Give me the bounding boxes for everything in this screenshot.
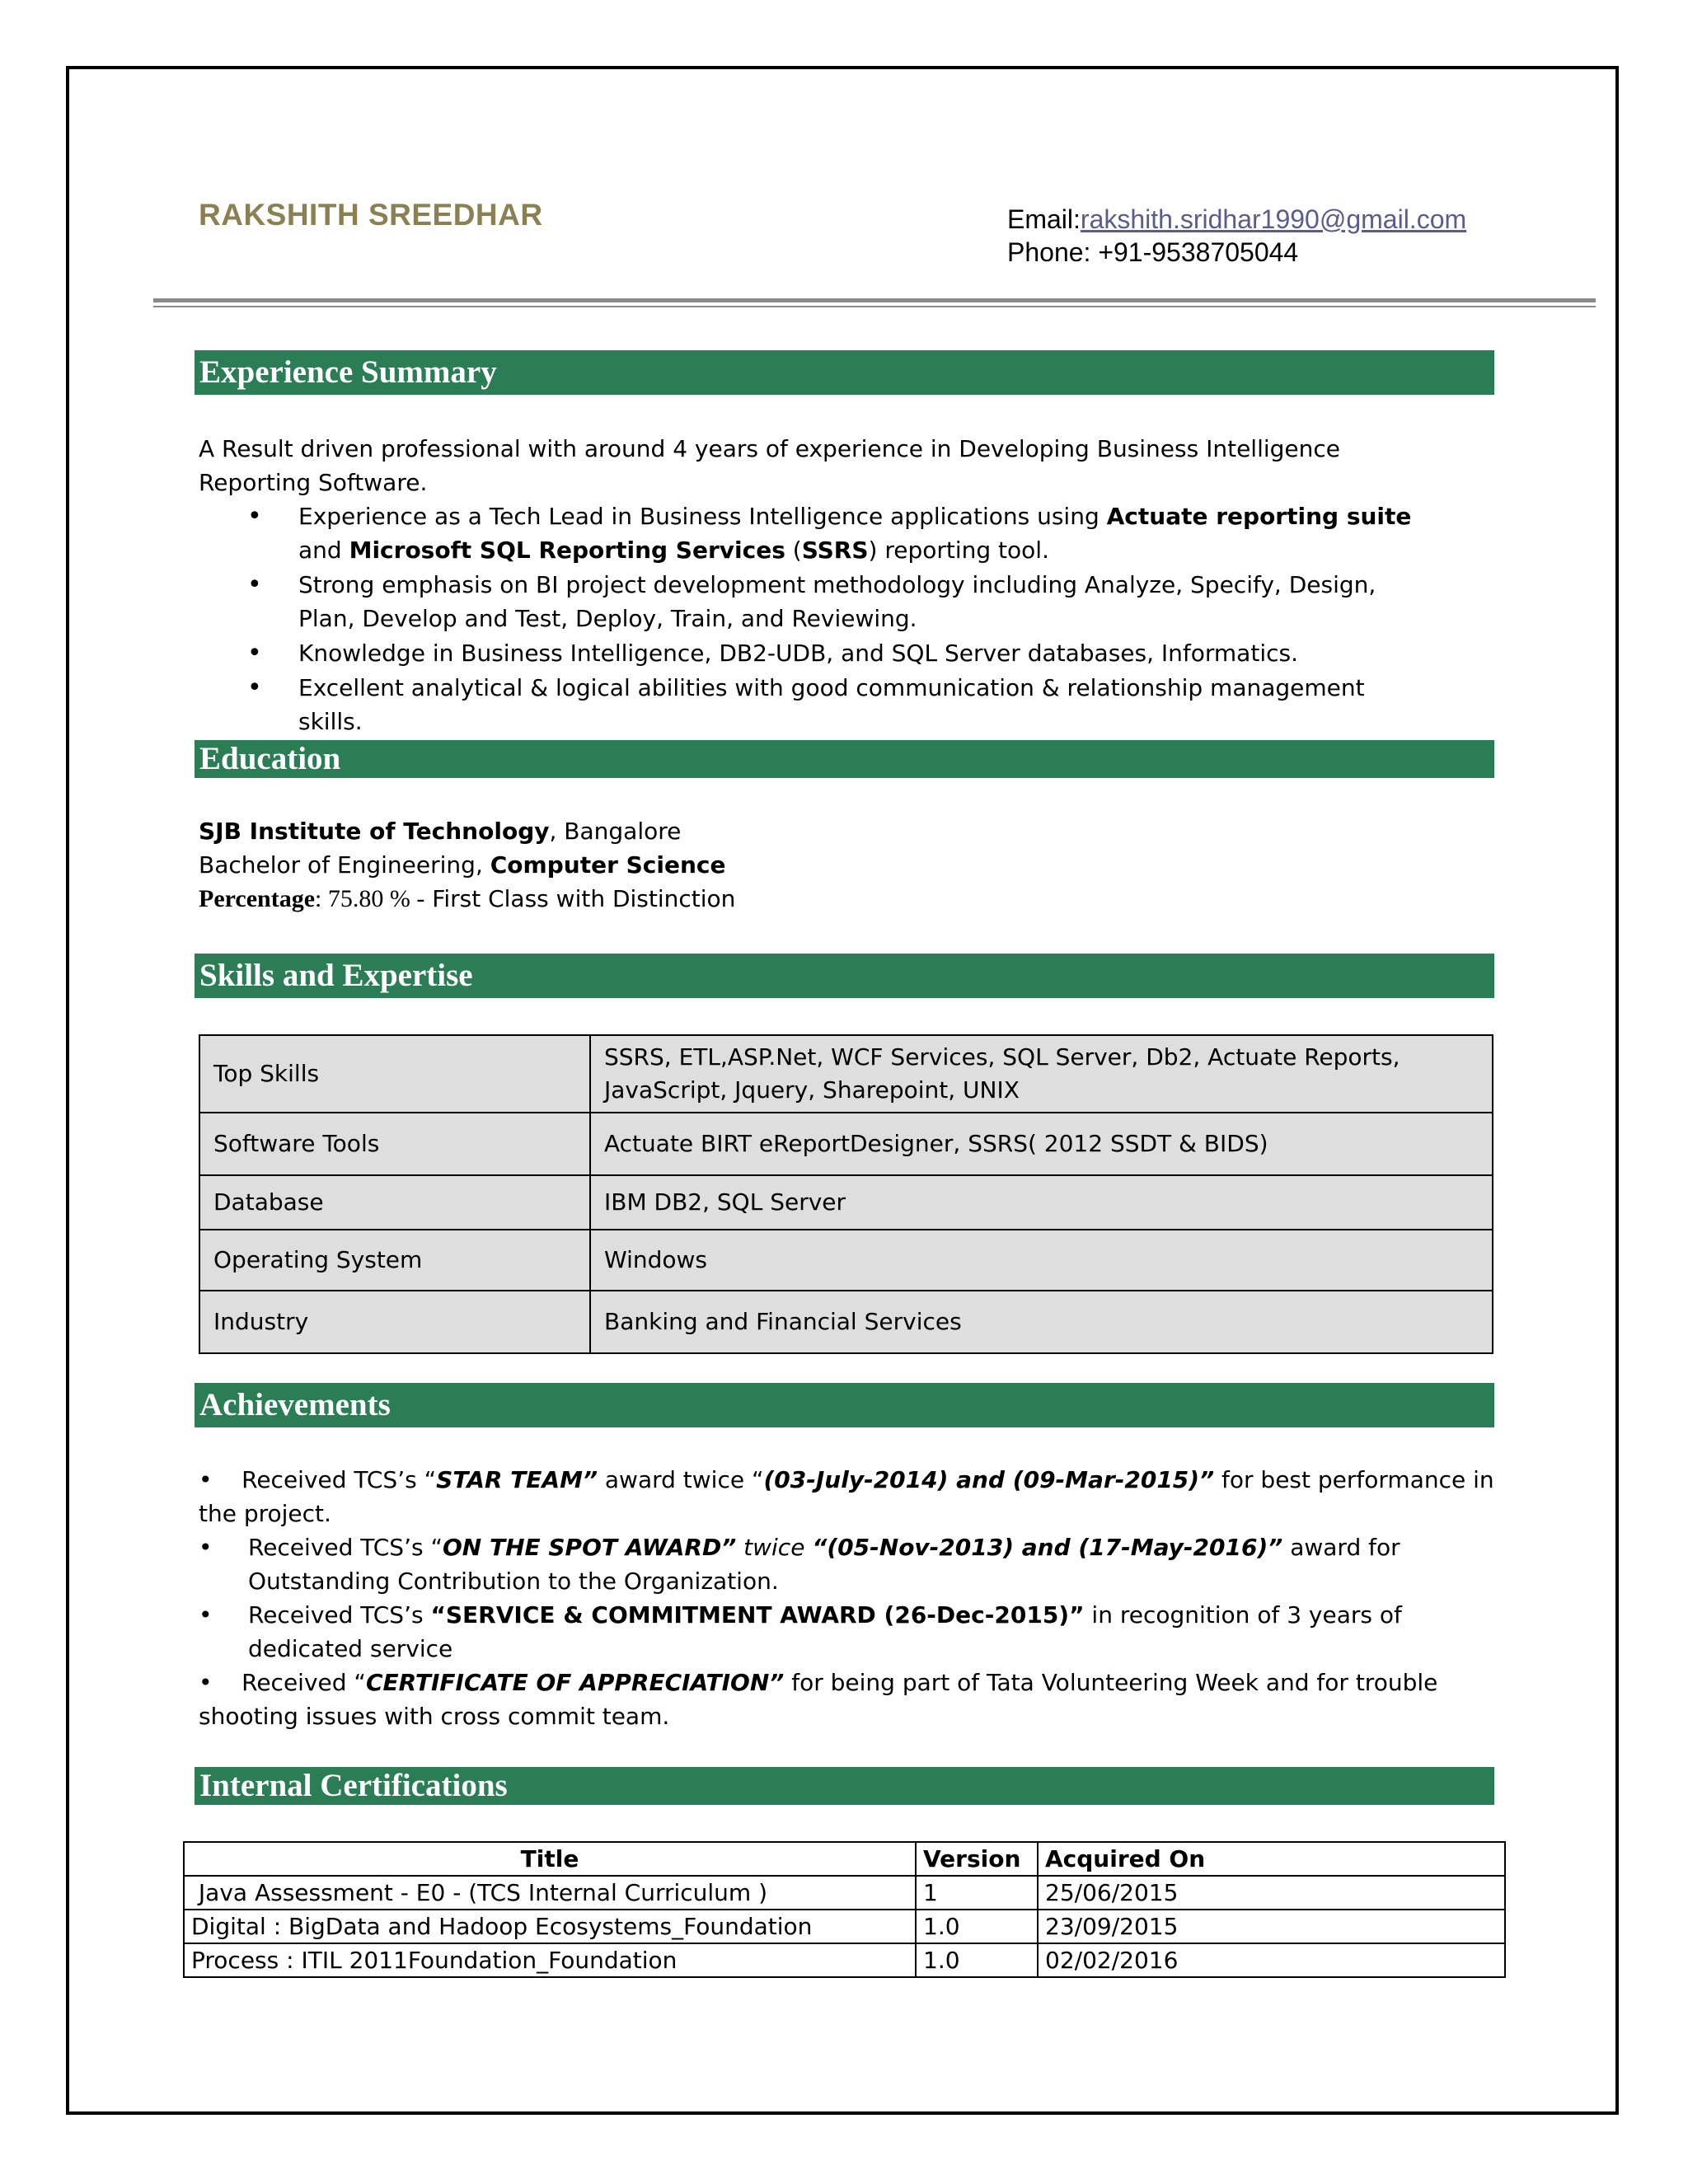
section-certifications: Internal Certifications — [195, 1767, 1494, 1805]
cert-version: 1.0 — [916, 1943, 1038, 1977]
table-row — [184, 1876, 1505, 1910]
certifications-table — [183, 1841, 1506, 1978]
bullet-text: Experience as a Tech Lead in Business Intelligence applications using — [298, 503, 1107, 530]
table-header-row — [184, 1842, 1505, 1876]
section-skills: Skills and Expertise — [195, 954, 1494, 998]
percentage-label: Percentage — [199, 885, 316, 912]
cert-date: 25/06/2015 — [1038, 1876, 1505, 1910]
bullet-bold: Microsoft SQL Reporting Services — [349, 537, 785, 564]
list-item — [199, 1463, 1501, 1530]
skill-value: Actuate BIRT eReportDesigner, SSRS( 2012 SSDT & BIDS) — [590, 1113, 1493, 1175]
bullet-icon: • — [199, 1466, 242, 1493]
bullet-text: and — [298, 537, 349, 564]
cert-title: Digital : BigData and Hadoop Ecosystems_Foundation — [184, 1910, 916, 1943]
skill-value: IBM DB2, SQL Server — [590, 1175, 1493, 1230]
cert-version: 1.0 — [916, 1910, 1038, 1943]
list-item — [247, 499, 1434, 567]
bullet-icon: • — [199, 1669, 242, 1696]
achievement-text: in recognition of 3 years of dedicated service — [248, 1601, 1402, 1662]
skill-value: Banking and Financial Services — [590, 1291, 1493, 1353]
table-row — [199, 1175, 1493, 1230]
achievement-dates: (03-July-2014) and (09-Mar-2015)” — [763, 1466, 1215, 1493]
skill-value: SSRS, ETL,ASP.Net, WCF Services, SQL Server, Db2, Actuate Reports, JavaScript, Jquery, Sharepoint, UNIX — [590, 1035, 1493, 1113]
cert-date: 23/09/2015 — [1038, 1910, 1505, 1943]
achievement-dates: “(05-Nov-2013) and (17-May-2016)” — [812, 1534, 1283, 1561]
institute-name: SJB Institute of Technology — [199, 818, 550, 845]
list-item — [199, 1530, 1501, 1598]
column-header-title: Title — [184, 1842, 916, 1876]
skill-key: Software Tools — [199, 1113, 590, 1175]
degree-major: Computer Science — [490, 851, 726, 879]
column-header-acquired: Acquired On — [1038, 1842, 1505, 1876]
experience-bullets — [247, 499, 1434, 739]
achievements-list — [199, 1463, 1501, 1733]
list-item — [199, 1598, 1501, 1666]
table-row — [199, 1035, 1493, 1113]
skill-key: Industry — [199, 1291, 590, 1353]
cert-version: 1 — [916, 1876, 1038, 1910]
achievement-text: Received “ — [241, 1669, 366, 1696]
achievement-text: Received TCS’s “ — [248, 1534, 443, 1561]
email-label: Email: — [1007, 204, 1081, 234]
achievement-text: Received TCS’s “ — [241, 1466, 437, 1493]
cert-title: Process : ITIL 2011Foundation_Foundation — [184, 1943, 916, 1977]
list-item: • Excellent analytical & logical abilities with good communication & relationship management skills. — [247, 671, 1434, 738]
achievement-text: award for Outstanding Contribution to the Organization. — [248, 1534, 1400, 1595]
header-divider-thin — [153, 306, 1596, 307]
percentage-line — [199, 882, 735, 916]
skill-value: Windows — [590, 1230, 1493, 1291]
table-row — [199, 1113, 1493, 1175]
achievement-award: STAR TEAM” — [436, 1466, 598, 1493]
bullet-icon: • — [199, 1601, 213, 1629]
column-header-version: Version — [916, 1842, 1038, 1876]
achievement-award: ON THE SPOT AWARD” — [442, 1534, 737, 1561]
skill-key: Top Skills — [199, 1035, 590, 1113]
experience-intro: A Result driven professional with around 4 years of experience in Developing Business Intelligence Reporting Software. — [199, 435, 1341, 496]
achievement-text: award twice “ — [597, 1466, 764, 1493]
degree-line — [199, 848, 735, 882]
education-block — [199, 814, 735, 916]
institute-line — [199, 814, 735, 848]
section-experience-summary: Experience Summary — [195, 350, 1494, 395]
bullet-icon: • — [199, 1534, 213, 1561]
bullet-text: ( — [785, 537, 802, 564]
section-achievements: Achievements — [195, 1383, 1494, 1427]
achievement-award: CERTIFICATE OF APPRECIATION” — [365, 1669, 785, 1696]
achievement-text: twice — [736, 1534, 813, 1561]
skills-table — [199, 1034, 1493, 1354]
phone-line: Phone: +91-9538705044 — [1007, 237, 1299, 267]
table-row — [184, 1910, 1505, 1943]
percentage-class: First Class with Distinction — [424, 885, 736, 912]
achievement-text: for best performance in the project. — [199, 1466, 1494, 1527]
institute-city: , Bangalore — [549, 818, 682, 845]
skill-key: Database — [199, 1175, 590, 1230]
list-item: • Strong emphasis on BI project development methodology including Analyze, Specify, Design, Plan, Develop and Test, Deploy, Train, and Reviewing. — [247, 568, 1434, 635]
skill-key: Operating System — [199, 1230, 590, 1291]
header-divider — [153, 298, 1596, 302]
cert-title: Java Assessment - E0 - (TCS Internal Curriculum ) — [184, 1876, 916, 1910]
contact-block — [1007, 203, 1466, 269]
achievement-text: for being part of Tata Volunteering Week and for trouble shooting issues with cross commit team. — [199, 1669, 1438, 1730]
bullet-bold: Actuate reporting suite — [1106, 503, 1412, 530]
degree-text: Bachelor of Engineering, — [199, 851, 490, 879]
achievement-award: “SERVICE & COMMITMENT AWARD (26-Dec-2015)” — [430, 1601, 1085, 1629]
table-row — [184, 1943, 1505, 1977]
email-line — [1007, 203, 1466, 236]
email-link[interactable]: rakshith.sridhar1990@gmail.com — [1080, 204, 1467, 234]
achievement-text: Received TCS’s — [248, 1601, 431, 1629]
list-item: • Knowledge in Business Intelligence, DB2-UDB, and SQL Server databases, Informatics. — [247, 636, 1434, 670]
bullet-bold: SSRS — [801, 537, 869, 564]
candidate-name: RAKSHITH SREEDHAR — [199, 198, 543, 232]
bullet-text: ) reporting tool. — [868, 537, 1049, 564]
table-row — [199, 1291, 1493, 1353]
list-item — [199, 1666, 1501, 1733]
section-education: Education — [195, 740, 1494, 778]
percentage-value: : 75.80 % - — [315, 885, 425, 912]
table-row — [199, 1230, 1493, 1291]
cert-date: 02/02/2016 — [1038, 1943, 1505, 1977]
